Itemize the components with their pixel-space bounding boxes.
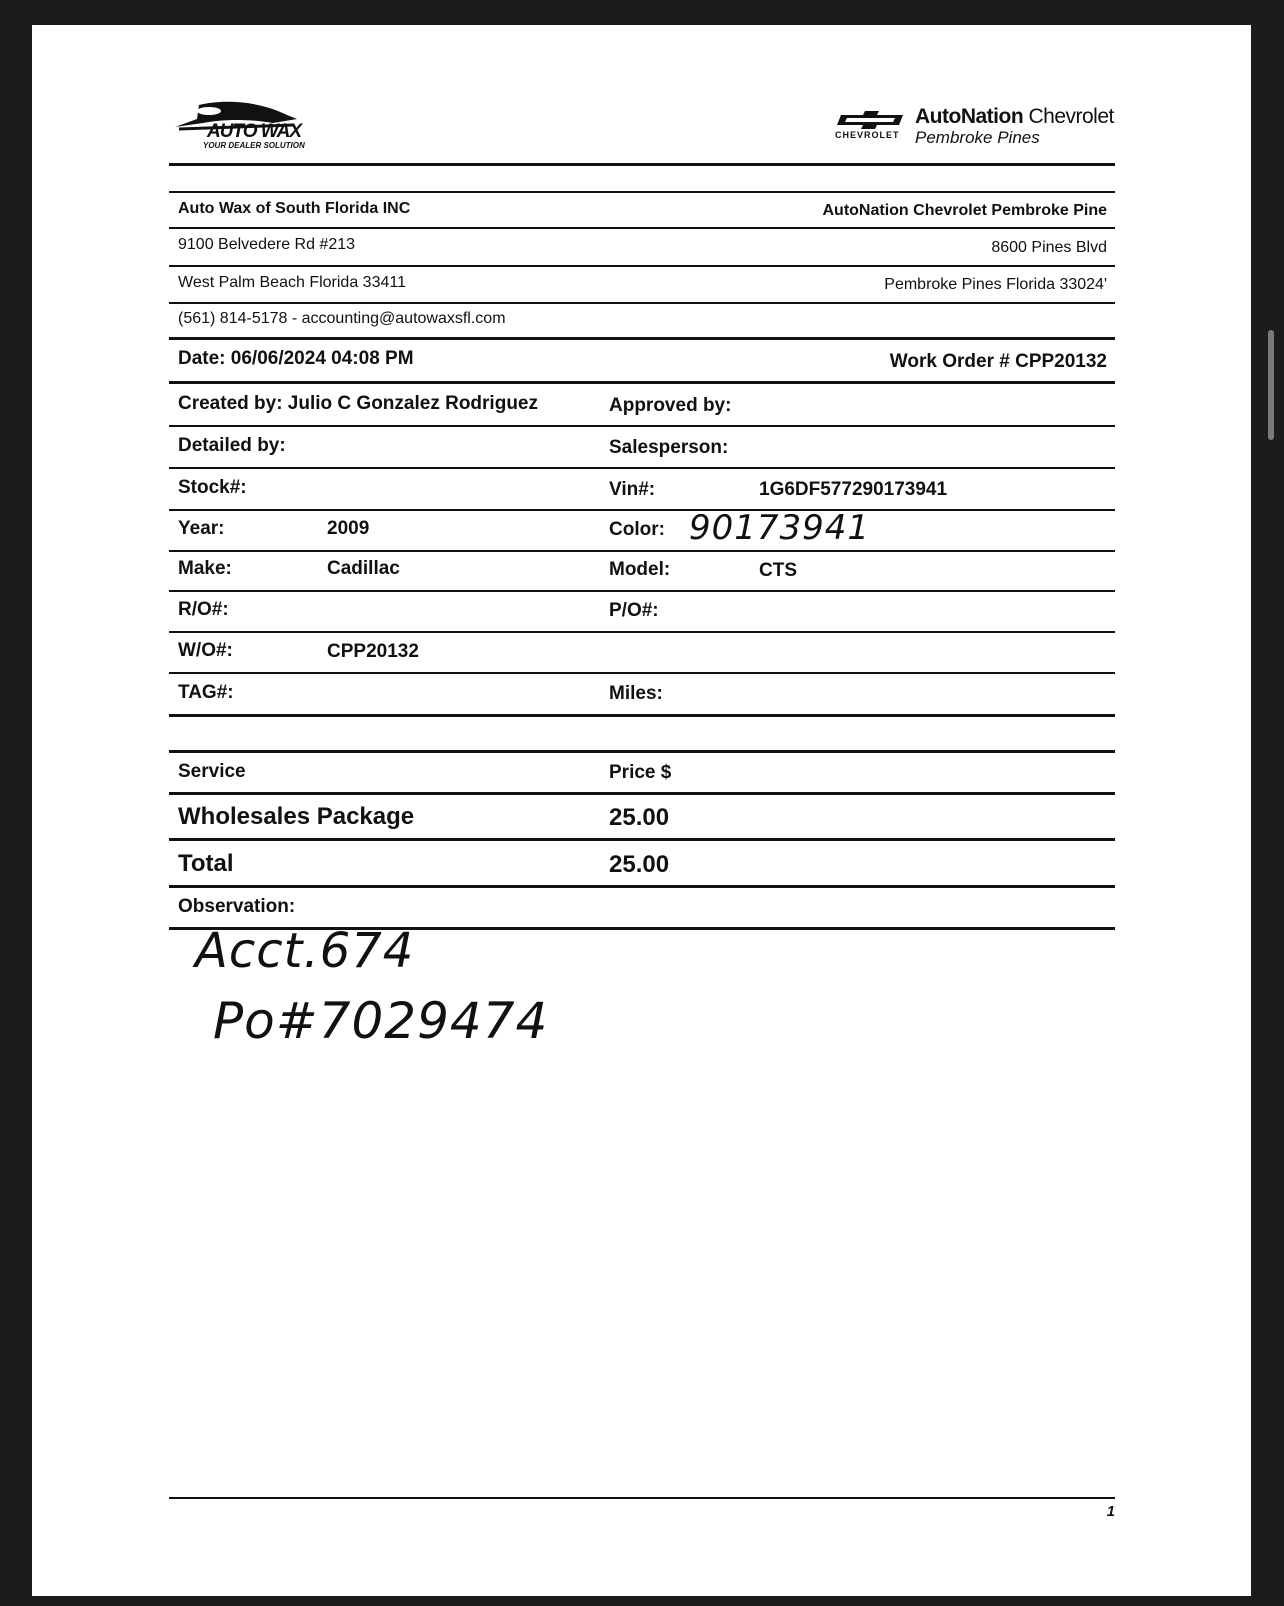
color-label: Color: — [609, 519, 665, 540]
detailed-by-label: Detailed by: — [178, 435, 286, 456]
vendor-name: Auto Wax of South Florida INC — [178, 200, 411, 217]
observation-label: Observation: — [178, 896, 296, 917]
make-label: Make: — [178, 558, 232, 579]
chevrolet-badge: CHEVROLET — [835, 130, 900, 140]
make-value: Cadillac — [327, 558, 400, 579]
color-handwritten: 90173941 — [689, 508, 871, 548]
salesperson-label: Salesperson: — [609, 437, 729, 458]
service-name: Wholesales Package — [178, 803, 415, 830]
vendor-contact: (561) 814-5178 - accounting@autowaxsfl.com — [178, 310, 506, 327]
vendor-address1: 9100 Belvedere Rd #213 — [178, 236, 356, 253]
logo-name: AUTO WAX — [207, 121, 302, 142]
handwritten-po: Po#7029474 — [213, 992, 549, 1050]
chevrolet-bowtie-icon — [837, 111, 907, 129]
vin-label: Vin#: — [609, 479, 656, 500]
model-label: Model: — [609, 559, 671, 580]
customer-name: AutoNation Chevrolet Pembroke Pine — [822, 202, 1107, 219]
service-price: 25.00 — [609, 804, 670, 831]
service-column-header: Service — [178, 761, 246, 782]
tag-label: TAG#: — [178, 682, 234, 703]
vendor-address2: West Palm Beach Florida 33411 — [178, 274, 406, 291]
po-label: P/O#: — [609, 600, 659, 621]
miles-label: Miles: — [609, 683, 663, 704]
autonation-chevrolet-logo — [835, 105, 1115, 155]
model-value: CTS — [759, 560, 797, 581]
customer-address2: Pembroke Pines Florida 33024' — [884, 276, 1107, 293]
price-column-header: Price $ — [609, 762, 672, 783]
created-by: Created by: Julio C Gonzalez Rodriguez — [178, 393, 538, 414]
year-value: 2009 — [327, 518, 370, 539]
approved-by-label: Approved by: — [609, 395, 732, 416]
total-label: Total — [178, 850, 234, 877]
page-number: 1 — [1106, 1503, 1115, 1520]
customer-address1: 8600 Pines Blvd — [991, 239, 1107, 256]
auto-wax-logo — [169, 97, 309, 157]
logo-tagline: YOUR DEALER SOLUTION — [203, 141, 305, 150]
work-order-number: Work Order # CPP20132 — [889, 351, 1107, 372]
total-value: 25.00 — [609, 851, 670, 878]
autonation-brand: AutoNation Chevrolet — [915, 105, 1114, 128]
dealer-location: Pembroke Pines — [915, 128, 1040, 147]
wo-label: W/O#: — [178, 640, 233, 661]
document-page — [32, 25, 1251, 1596]
wo-value: CPP20132 — [327, 641, 419, 662]
year-label: Year: — [178, 518, 225, 539]
stock-label: Stock#: — [178, 477, 247, 498]
vertical-scrollbar[interactable] — [1268, 330, 1274, 440]
vin-value: 1G6DF577290173941 — [759, 479, 948, 500]
handwritten-account: Acct.674 — [195, 923, 415, 979]
order-date: Date: 06/06/2024 04:08 PM — [178, 348, 414, 369]
ro-label: R/O#: — [178, 599, 229, 620]
